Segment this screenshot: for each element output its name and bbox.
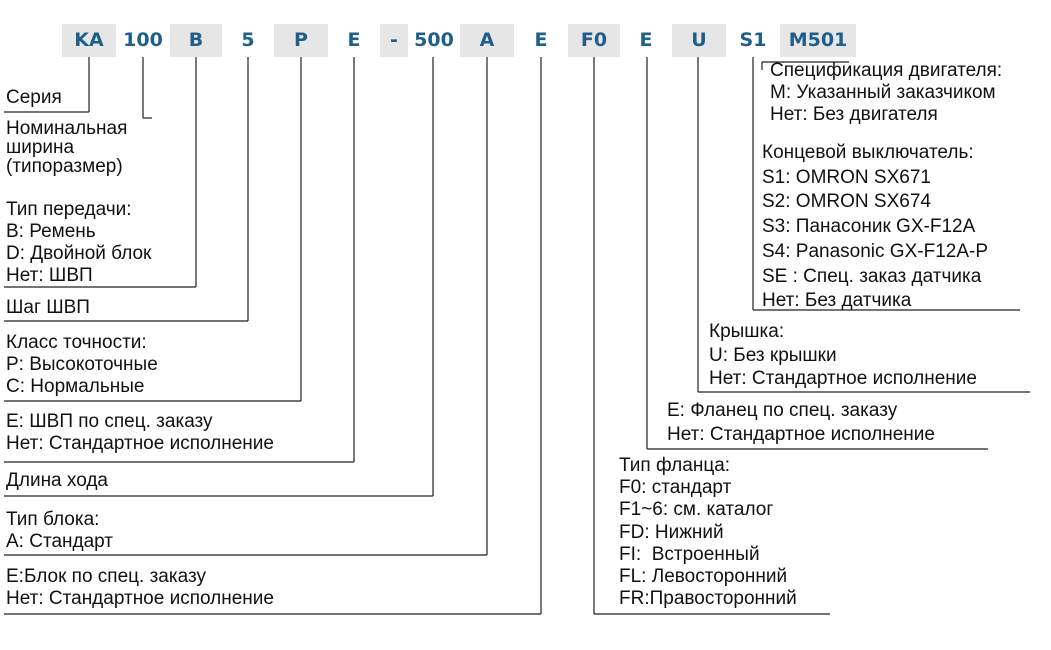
label-block-custom [6,566,274,610]
flange-type-title: Тип фланца: [619,455,731,476]
limit-switch-option-none: Нет: Без датчика [762,290,912,312]
code-width: 100 [123,29,163,51]
cover-title: Крышка: [709,321,785,342]
label-flange-type [619,455,797,610]
code-accuracy: P [274,24,328,57]
flange-type-option-fd: FD: Нижний [619,521,724,543]
code-flange-type: F0 [568,24,620,57]
code-lead: 5 [241,29,255,51]
code-screw-custom: E [347,29,361,51]
label-lead [6,297,90,319]
block-type-option-a: A: Стандарт [6,531,114,552]
limit-switch-option-s3: S3: Панасоник GX-F12A [762,216,976,238]
limit-switch-option-s2: S2: OMRON SX674 [762,191,931,213]
flange-custom-option-e: E: Фланец по спец. заказу [667,400,898,421]
label-drive [6,199,151,287]
flange-type-option-fl: FL: Левосторонний [619,566,788,588]
label-width [6,119,127,176]
code-series: KA [62,24,116,57]
series-title: Серия [6,87,62,108]
code-block-type: A [460,24,514,57]
flange-custom-option-none: Нет: Стандартное исполнение [667,424,935,445]
motor-option-none: Нет: Без двигателя [770,104,938,125]
block-custom-option-none: Нет: Стандартное исполнение [6,588,274,609]
label-series [6,87,62,109]
drive-title: Тип передачи: [6,199,132,220]
label-motor [770,60,1002,126]
accuracy-title: Класс точности: [6,332,147,353]
width-line-2: ширина [6,137,75,158]
label-cover [709,320,977,391]
code-dash: - [380,24,408,57]
accuracy-option-c: C: Нормальные [6,376,145,397]
label-limit-switch [762,141,988,314]
code-cover: U [672,24,726,57]
limit-switch-option-s4: S4: Panasonic GX-F12A-P [762,240,988,262]
label-screw-custom [6,411,274,455]
cover-option-u: U: Без крышки [709,344,837,366]
code-block-custom: E [534,29,548,51]
block-type-title: Тип блока: [6,509,100,530]
width-line-3: (типоразмер) [6,156,123,177]
lead-title: Шаг ШВП [6,297,90,318]
block-custom-option-e: E:Блок по спец. заказу [6,566,206,587]
code-limit-switch: S1 [739,29,767,51]
stroke-title: Длина хода [6,470,108,491]
code-drive: B [170,24,222,57]
cover-option-none: Нет: Стандартное исполнение [709,368,977,389]
motor-title: Спецификация двигателя: [770,60,1003,81]
drive-option-b: B: Ремень [6,221,96,242]
width-line-1: Номинальная [6,118,128,139]
limit-switch-option-se: SE : Спец. заказ датчика [762,265,982,287]
screw-custom-option-none: Нет: Стандартное исполнение [6,433,274,454]
code-flange-custom: E [639,29,653,51]
flange-type-option-fi: FI: Встроенный [619,543,760,565]
label-flange-custom [667,399,935,447]
flange-type-option-f1-6: F1~6: см. каталог [619,499,774,521]
accuracy-option-p: P: Высокоточные [6,354,158,375]
limit-switch-title: Концевой выключатель: [762,142,974,163]
code-stroke: 500 [414,29,454,51]
label-accuracy [6,332,158,398]
label-stroke [6,470,108,492]
limit-switch-option-s1: S1: OMRON SX671 [762,166,931,188]
screw-custom-option-e: E: ШВП по спец. заказу [6,411,213,432]
label-block-type [6,509,113,553]
drive-option-d: D: Двойной блок [6,243,152,264]
flange-type-option-fr: FR:Правосторонний [619,588,797,610]
drive-option-none: Нет: ШВП [6,265,93,286]
code-motor: M501 [780,24,856,57]
motor-option-m: M: Указанный заказчиком [770,82,996,103]
flange-type-option-f0: F0: стандарт [619,477,732,499]
